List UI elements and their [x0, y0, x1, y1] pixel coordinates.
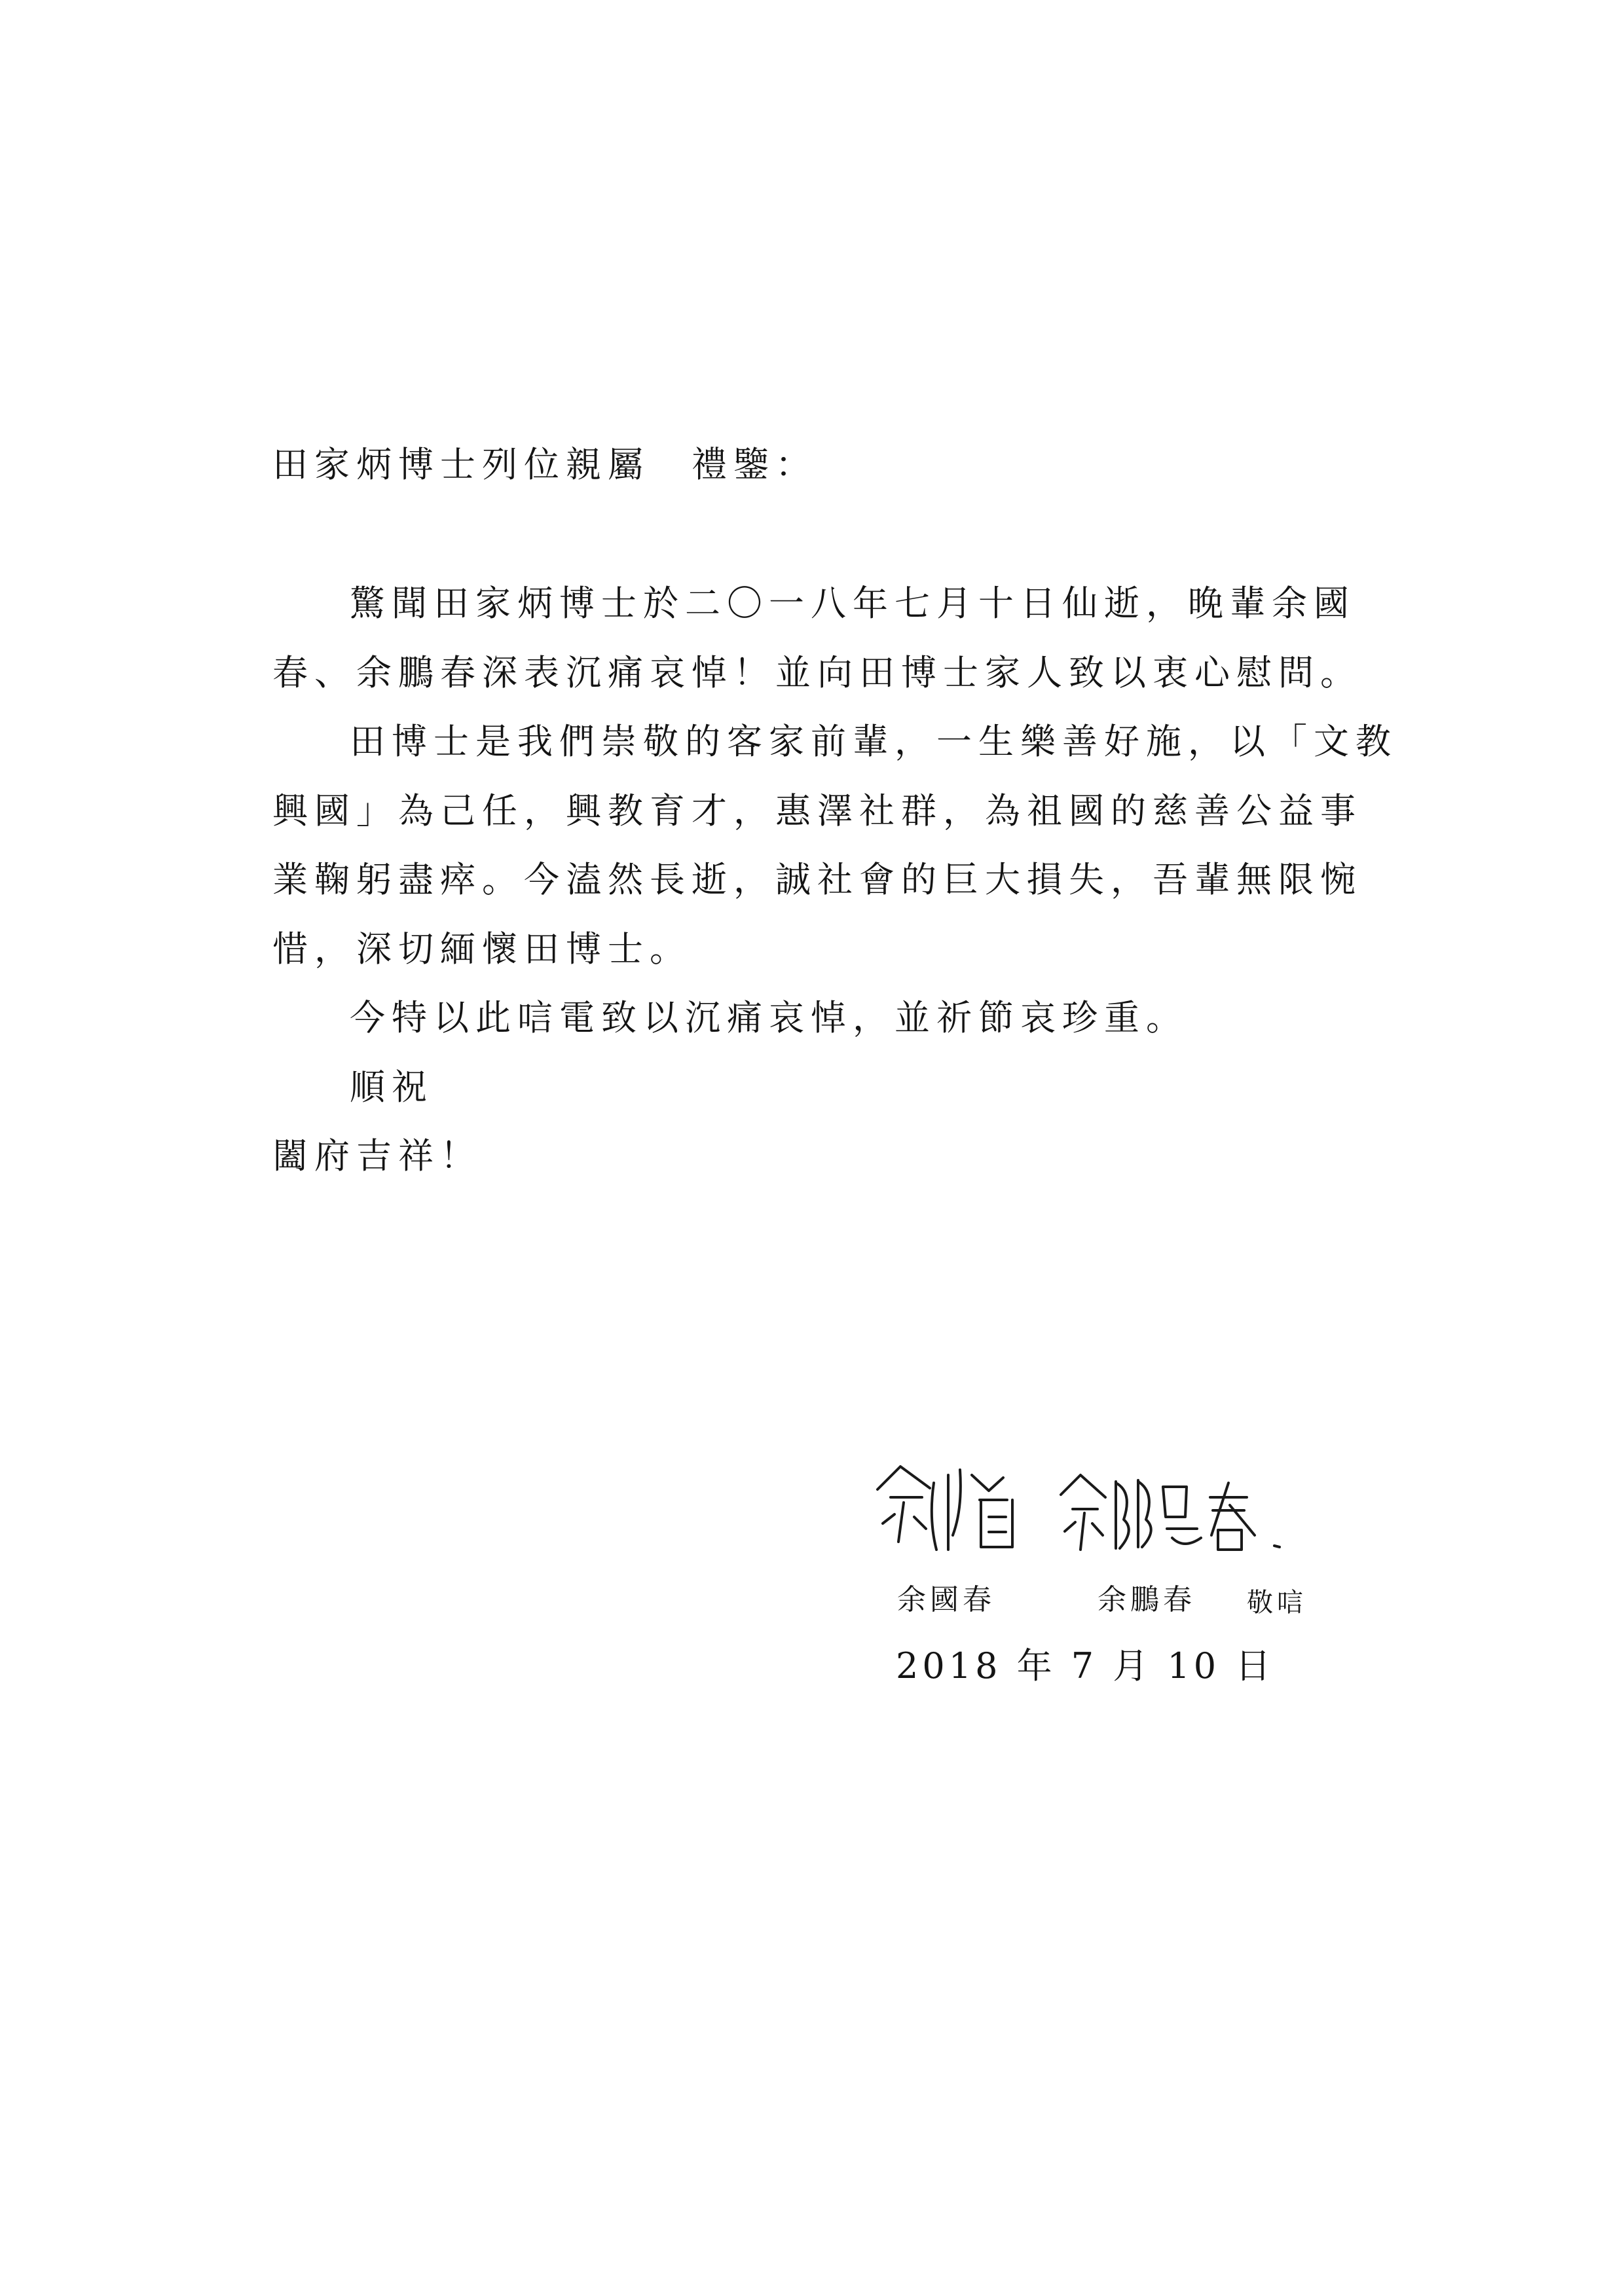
- paragraph-3: 今特以此唁電致以沉痛哀悼，並祈節哀珍重。: [350, 997, 1188, 1038]
- closing-line-2: 闔府吉祥！: [272, 1135, 482, 1176]
- letter-date: 2018 年 7 月 10 日: [896, 1645, 1275, 1686]
- sender-name-2: 余鵬春: [1098, 1583, 1196, 1616]
- sender-suffix: 敬唁: [1247, 1588, 1307, 1618]
- signature-image: [851, 1437, 1310, 1588]
- salutation: 田家炳博士列位親屬 禮鑒：: [272, 444, 817, 485]
- closing-line-1: 順祝: [350, 1066, 434, 1108]
- paragraph-2: 田博士是我們崇敬的客家前輩，一生樂善好施，以「文教興國」為己任，興教育才，惠澤社群，為祖國的慈善公益事業鞠躬盡瘁。今溘然長逝，誠社會的巨大損失，吾輩無限惋惜，深切緬懷田博士。: [272, 721, 1397, 970]
- paragraph-1: 驚聞田家炳博士於二〇一八年七月十日仙逝，晚輩余國春、余鵬春深表沉痛哀悼！並向田博士家人致以衷心慰問。: [272, 583, 1362, 693]
- letter-body: [272, 569, 1402, 1191]
- handwritten-signature: [851, 1437, 1310, 1588]
- sender-name-1: 余國春: [897, 1583, 995, 1616]
